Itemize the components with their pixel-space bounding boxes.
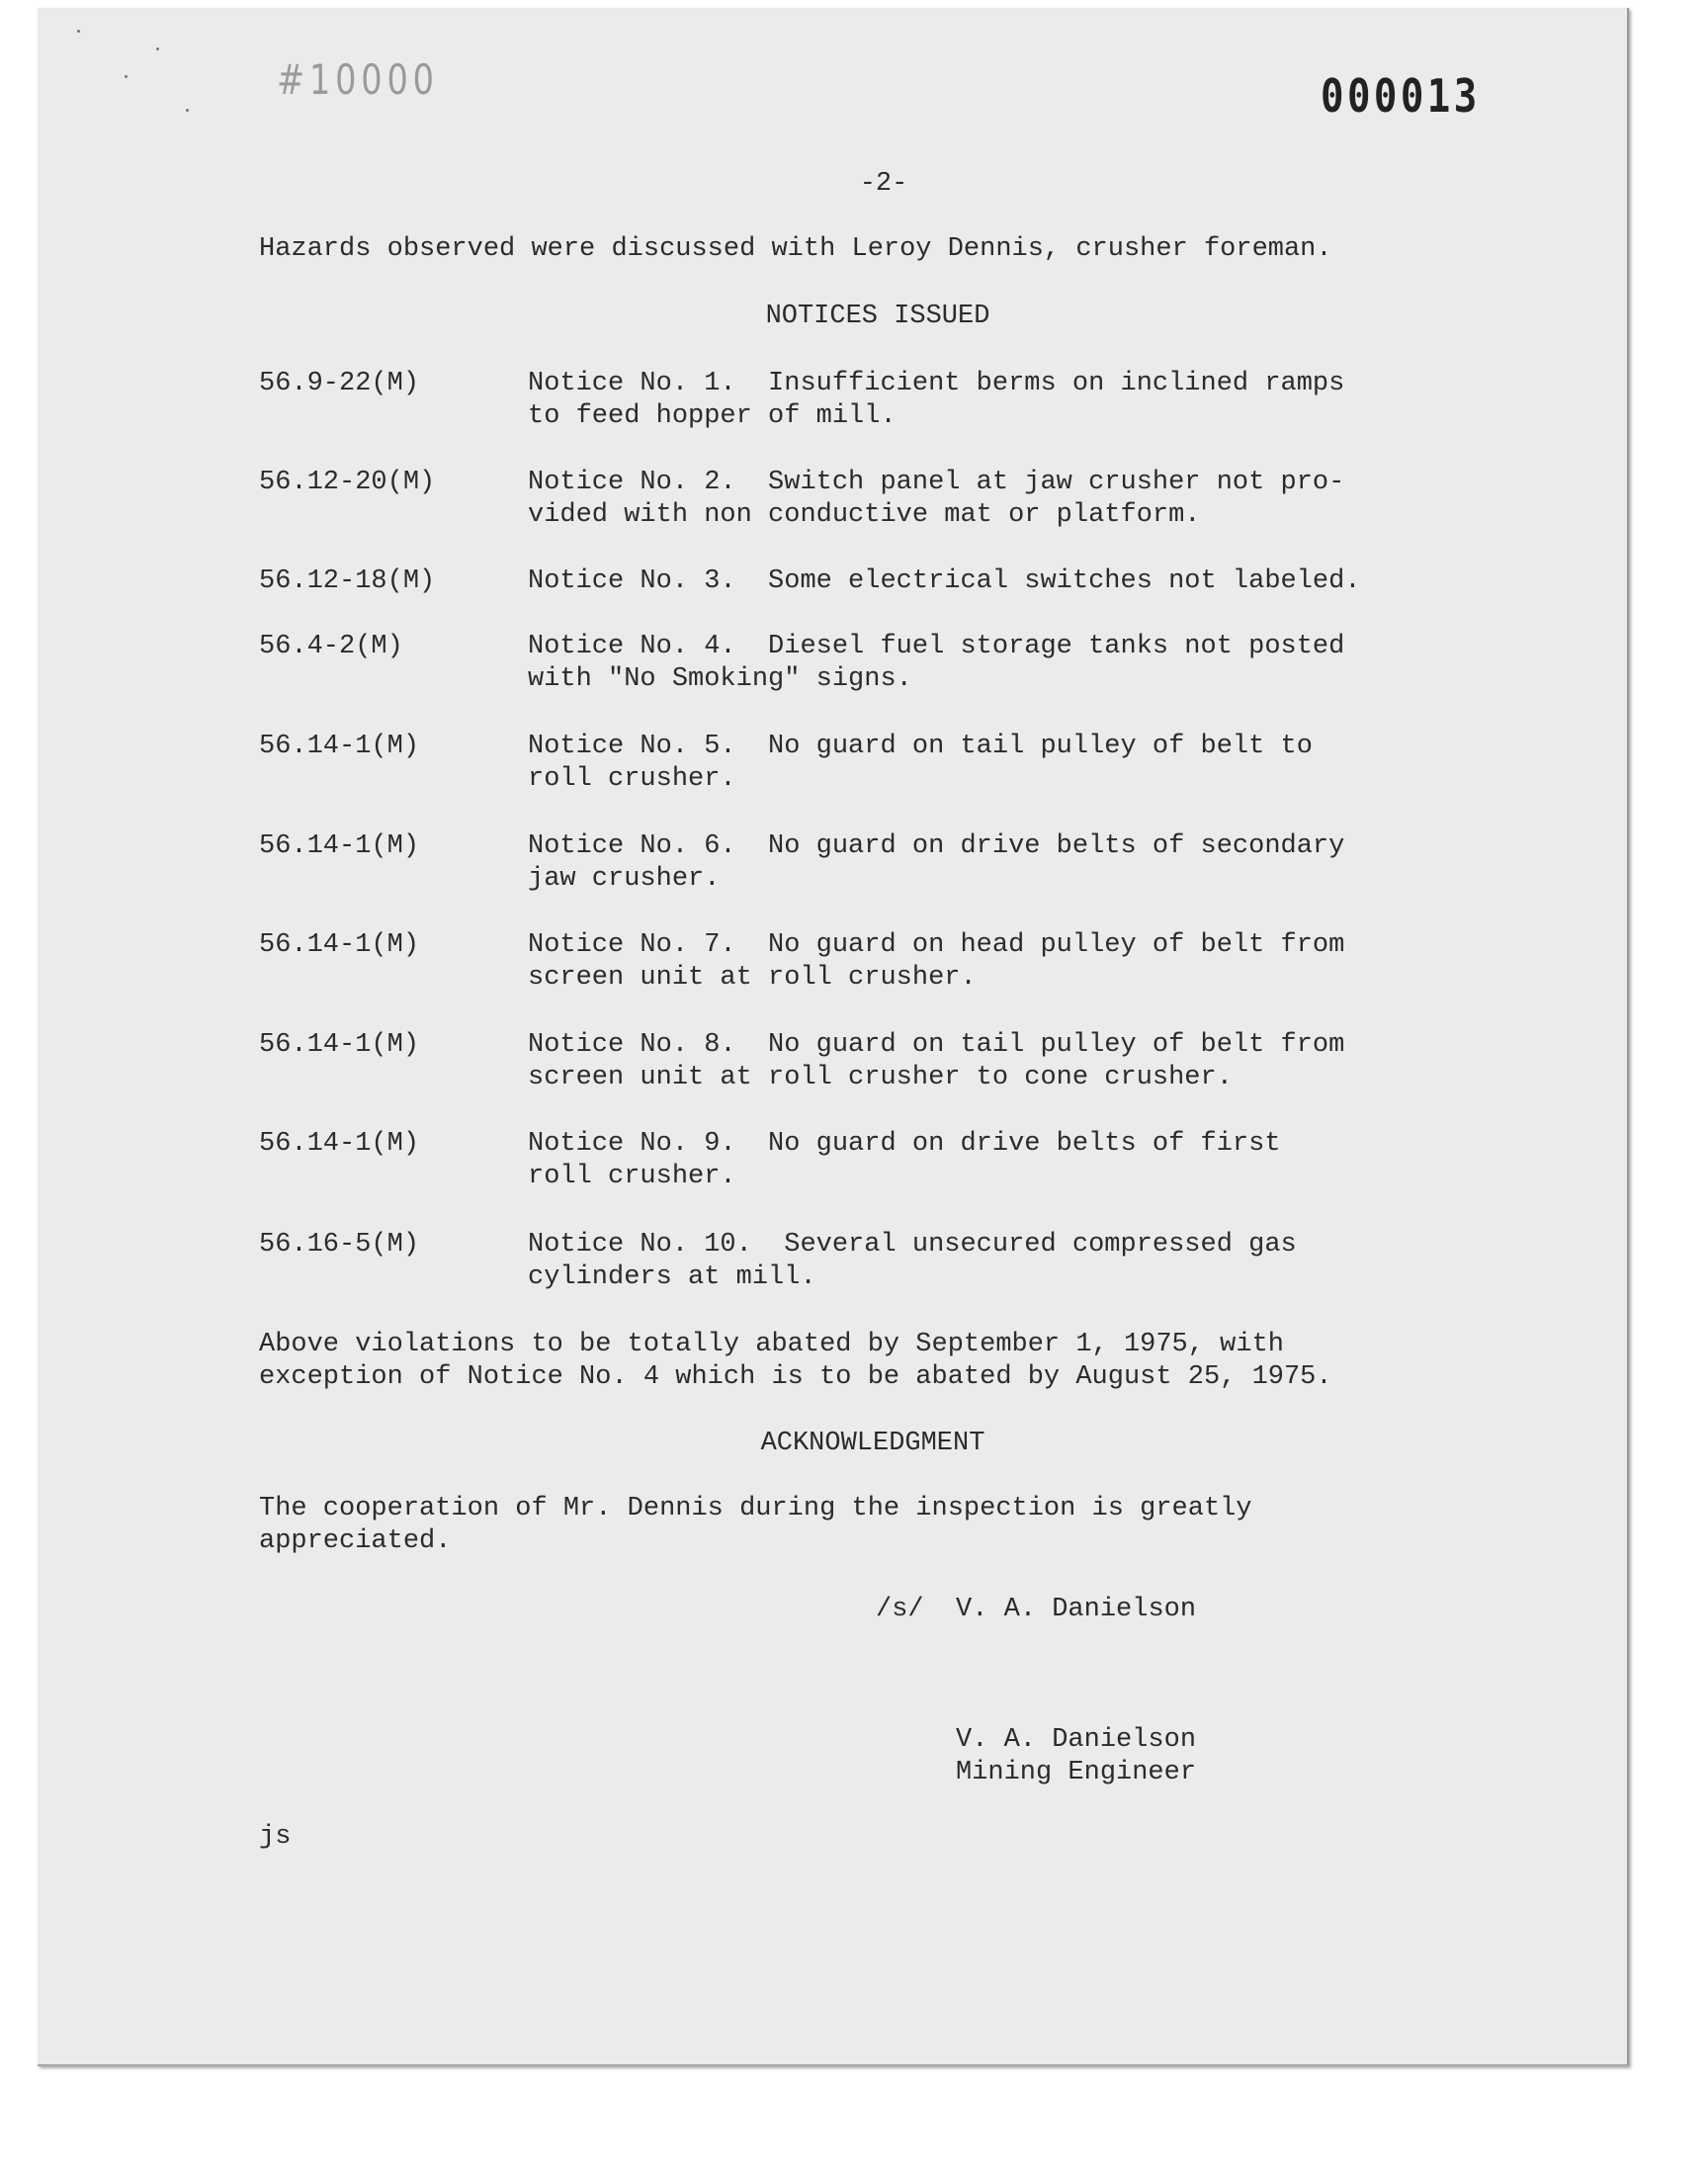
stamp-left-number: #10000 bbox=[277, 55, 439, 104]
signer-title: Mining Engineer bbox=[956, 1758, 1197, 1787]
notice-text-line1: Notice No. 10. Several unsecured compressed gas bbox=[528, 1230, 1297, 1260]
intro-paragraph: Hazards observed were discussed with Leroy Dennis, crusher foreman. bbox=[259, 234, 1332, 264]
notice-text-line1: Notice No. 1. Insufficient berms on inclined ramps bbox=[528, 369, 1345, 398]
notice-code: 56.14-1(M) bbox=[259, 1129, 420, 1159]
notice-text-line2: with "No Smoking" signs. bbox=[528, 664, 912, 694]
notices-heading: NOTICES ISSUED bbox=[765, 302, 990, 331]
notice-text-line1: Notice No. 5. No guard on tail pulley of belt to bbox=[528, 732, 1313, 761]
notice-text-line2: roll crusher. bbox=[528, 764, 736, 794]
notice-text-line1: Notice No. 4. Diesel fuel storage tanks not posted bbox=[528, 632, 1345, 661]
document-page bbox=[38, 8, 1629, 2066]
notice-code: 56.14-1(M) bbox=[259, 930, 420, 960]
acknowledgment-line1: The cooperation of Mr. Dennis during the inspection is greatly bbox=[259, 1494, 1252, 1523]
signature-line: /s/ V. A. Danielson bbox=[876, 1595, 1197, 1624]
notice-code: 56.12-20(M) bbox=[259, 468, 436, 497]
typist-initials: js bbox=[259, 1822, 292, 1852]
abatement-line1: Above violations to be totally abated by September 1, 1975, with bbox=[259, 1330, 1284, 1359]
notice-code: 56.9-22(M) bbox=[259, 369, 420, 398]
acknowledgment-line2: appreciated. bbox=[259, 1526, 452, 1556]
notice-text-line1: Notice No. 8. No guard on tail pulley of belt from bbox=[528, 1030, 1345, 1060]
notice-text-line1: Notice No. 3. Some electrical switches not labeled. bbox=[528, 566, 1361, 596]
abatement-line2: exception of Notice No. 4 which is to be abated by August 25, 1975. bbox=[259, 1362, 1332, 1392]
notice-text-line1: Notice No. 2. Switch panel at jaw crusher not pro- bbox=[528, 468, 1345, 497]
notice-code: 56.14-1(M) bbox=[259, 1030, 420, 1060]
notice-text-line2: jaw crusher. bbox=[528, 864, 721, 894]
notice-code: 56.14-1(M) bbox=[259, 831, 420, 861]
notice-text-line1: Notice No. 6. No guard on drive belts of secondary bbox=[528, 831, 1345, 861]
notice-code: 56.16-5(M) bbox=[259, 1230, 420, 1260]
notice-text-line2: screen unit at roll crusher to cone crusher. bbox=[528, 1063, 1233, 1092]
notice-text-line2: to feed hopper of mill. bbox=[528, 401, 897, 431]
notice-text-line2: cylinders at mill. bbox=[528, 1262, 816, 1292]
signer-name: V. A. Danielson bbox=[956, 1725, 1197, 1755]
notice-code: 56.12-18(M) bbox=[259, 566, 436, 596]
notice-text-line2: roll crusher. bbox=[528, 1162, 736, 1191]
stamp-right-number: 000013 bbox=[1321, 69, 1481, 123]
notice-text-line2: vided with non conductive mat or platform. bbox=[528, 500, 1201, 530]
notice-code: 56.4-2(M) bbox=[259, 632, 403, 661]
notice-text-line2: screen unit at roll crusher. bbox=[528, 963, 977, 993]
notice-code: 56.14-1(M) bbox=[259, 732, 420, 761]
acknowledgment-heading: ACKNOWLEDGMENT bbox=[760, 1429, 985, 1458]
page-number: -2- bbox=[859, 169, 908, 199]
notice-text-line1: Notice No. 9. No guard on drive belts of first bbox=[528, 1129, 1281, 1159]
notice-text-line1: Notice No. 7. No guard on head pulley of belt from bbox=[528, 930, 1345, 960]
